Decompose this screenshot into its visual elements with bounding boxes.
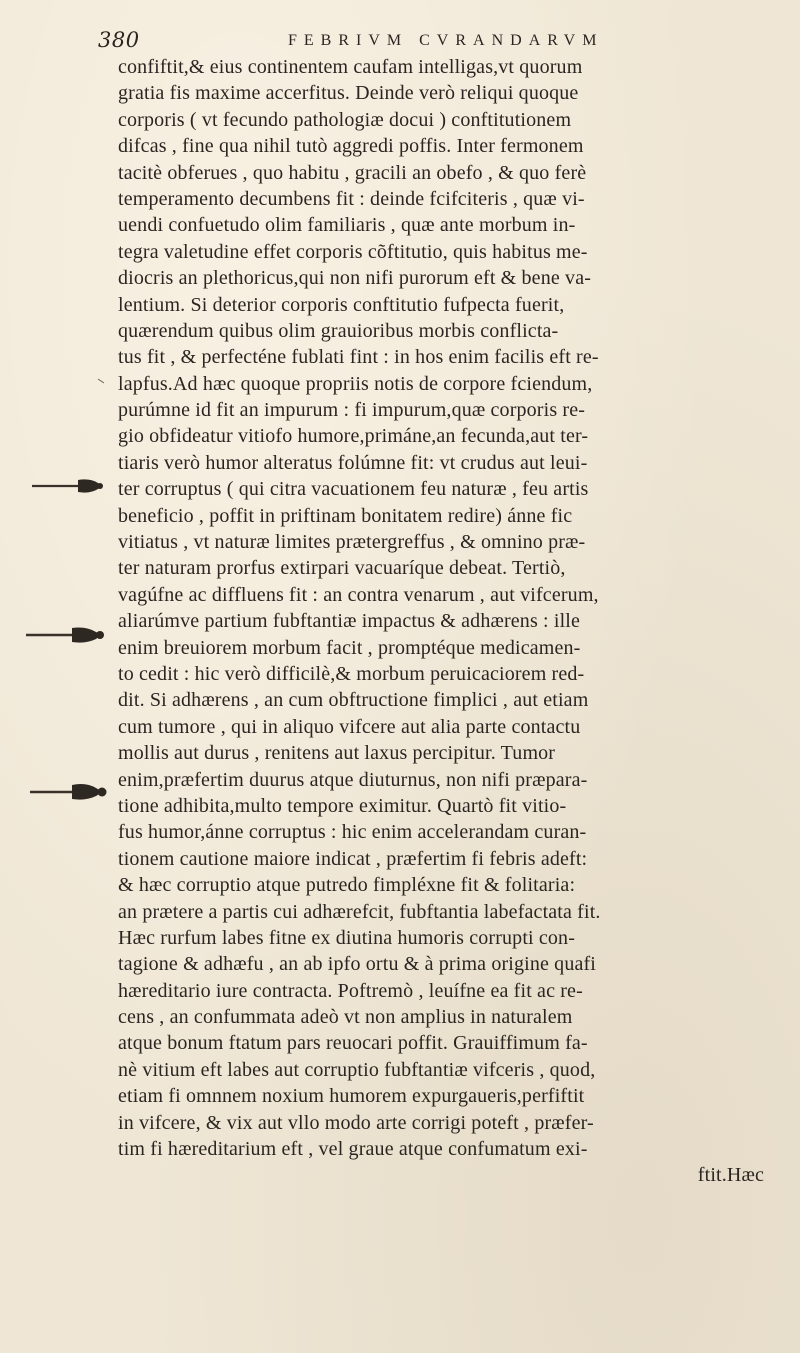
text-line: diocris an plethoricus,qui non nifi purorum eft & bene va- — [118, 267, 592, 290]
text-line: ter naturam prorfus extirpari vacuaríque debeat. Tertiò, — [118, 557, 566, 580]
text-line: tim fi hæreditarium eft , vel graue atque confumatum exi- — [118, 1138, 588, 1161]
text-line: Hæc rurfum labes fitne ex diutina humoris corrupti con- — [118, 926, 576, 949]
manicule-icon — [24, 624, 110, 646]
text-line: to cedit : hic verò difficilè,& morbum peruicaciorem red- — [118, 662, 585, 685]
text-line: aliarúmve partium fubftantiæ impactus & adhærens : ille — [118, 610, 581, 633]
margin-annotations — [0, 0, 118, 1353]
text-line: uendi confuetudo olim familiaris , quæ ante morbum in- — [118, 214, 576, 237]
running-title: FEBRIVM CVRANDARVM — [288, 32, 604, 49]
text-line: tegra valetudine effet corporis cõftitutio, quis habitus me- — [118, 240, 588, 263]
text-line: confiftit,& eius continentem caufam intelligas,vt quorum — [118, 56, 583, 78]
text-line: tagione & adhæfu , an ab ipfo ortu & à prima origine quafi — [118, 953, 597, 976]
text-line: enim breuiorem morbum facit , promptéque medicamen- — [118, 636, 581, 659]
text-line: purúmne id fit an impurum : fi impurum,quæ corporis re- — [118, 399, 586, 422]
text-line: tacitè obferues , quo habitu , gracili an obefo , & quo ferè — [118, 161, 587, 184]
text-line: an prætere a partis cui adhærefcit, fubftantia labefactata fit. — [118, 900, 601, 923]
text-line: beneficio , poffit in priftinam bonitatem redire) ánne fic — [118, 504, 573, 527]
text-line: corporis ( vt fecundo pathologiæ docui ) conftitutionem — [118, 108, 572, 131]
text-line: enim,præfertim duurus atque diuturnus, non nifi præpara- — [118, 768, 588, 791]
text-line: tionem cautione maiore indicat , præfertim fi febris adeft: — [118, 847, 588, 870]
text-line: & hæc corruptio atque putredo fimpléxne fit & folitaria: — [118, 874, 576, 897]
stray-mark-icon — [96, 376, 106, 386]
text-line: dit. Si adhærens , an cum obftructione fimplici , aut etiam — [118, 689, 589, 712]
text-line: fus humor,ánne corruptus : hic enim accelerandam curan- — [118, 821, 587, 844]
text-line: cum tumore , qui in aliquo vifcere aut alia parte contactu — [118, 715, 581, 738]
catchword: ftit.Hæc — [697, 1164, 764, 1187]
text-line: nè vitium eft labes aut corruptio fubftantiæ vifceris , quod, — [118, 1058, 596, 1081]
manicule-icon — [28, 475, 114, 497]
text-line: tione adhibita,multo tempore eximitur. Quartò fit vitio- — [118, 794, 567, 817]
text-line: hæreditario iure contracta. Poftremò , leuífne ea fit ac re- — [118, 979, 583, 1002]
text-line: gratia fis maxime accerfitus. Deinde verò reliqui quoque — [118, 82, 579, 105]
text-line: lentium. Si deterior corporis conftitutio fufpecta fuerit, — [118, 293, 565, 316]
text-line: gio obfideatur vitiofo humore,primáne,an fecunda,aut ter- — [118, 425, 589, 448]
text-line: atque bonum ftatum pars reuocari poffit. Grauiffimum fa- — [118, 1032, 588, 1055]
page-number: 380 — [98, 28, 140, 52]
text-line: difcas , fine qua nihil tutò aggredi poffis. Inter fermonem — [118, 135, 584, 158]
text-line: mollis aut durus , renitens aut laxus percipitur. Tumor — [118, 742, 556, 765]
text-line: cens , an confummata adeò vt non amplius in naturalem — [118, 1006, 573, 1029]
body-text — [118, 54, 764, 1189]
text-line: tiaris verò humor alteratus folúmne fit: vt crudus aut leui- — [118, 451, 588, 474]
text-line: in vifcere, & vix aut vllo modo arte corrigi poteft , præfer- — [118, 1111, 594, 1134]
text-line: etiam fi omnnem noxium humorem expurgaueris,perfiftit — [118, 1085, 585, 1108]
text-line: lapfus.Ad hæc quoque propriis notis de corpore fciendum, — [118, 372, 593, 395]
text-line: vitiatus , vt naturæ limites prætergreffus , & omnino præ- — [118, 531, 586, 554]
text-line: tus fit , & perfecténe fublati fint : in hos enim facilis eft re- — [118, 346, 599, 369]
text-line: temperamento decumbens fit : deinde fcifciteris , quæ vi- — [118, 187, 585, 210]
manicule-icon — [26, 780, 112, 802]
text-line: vagúfne ac diffluens fit : an contra venarum , aut vifcerum, — [118, 583, 599, 606]
text-line: quærendum quibus olim grauioribus morbis conflicta- — [118, 319, 559, 342]
text-line: ter corruptus ( qui citra vacuationem feu naturæ , feu artis — [118, 478, 589, 501]
